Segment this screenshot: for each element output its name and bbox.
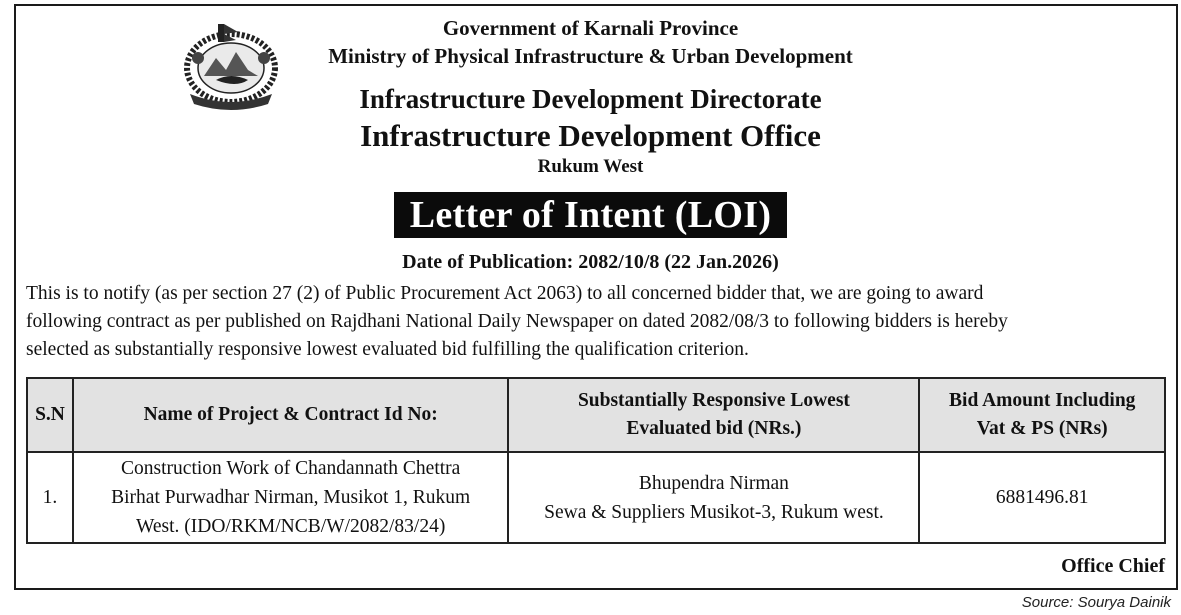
- cell-project: [73, 452, 508, 543]
- header-amount: [919, 378, 1165, 452]
- directorate-name: Infrastructure Development Directorate: [359, 84, 822, 114]
- header-amount-line: Vat & PS (NRs): [976, 418, 1108, 439]
- cell-bidder-line: Sewa & Suppliers Musikot-3, Rukum west.: [544, 501, 884, 523]
- source-credit: Source: Sourya Dainik: [1021, 594, 1171, 611]
- cell-sn: 1.: [27, 452, 73, 543]
- contract-table: [26, 377, 1166, 544]
- publication-date: Date of Publication: 2082/10/8 (22 Jan.2026): [402, 251, 779, 273]
- title-banner: [0, 192, 1181, 238]
- cell-project-line: Birhat Purwadhar Nirman, Musikot 1, Rukum: [111, 487, 471, 508]
- notice-body: [26, 280, 1171, 364]
- government-name: Government of Karnali Province: [442, 16, 739, 40]
- header-project: Name of Project & Contract Id No:: [73, 378, 508, 452]
- header-amount-line: Bid Amount Including: [949, 390, 1136, 411]
- ministry-name: Ministry of Physical Infrastructure & Urban Development: [328, 44, 853, 68]
- cell-project-line: Construction Work of Chandannath Chettra: [121, 458, 461, 479]
- notice-body-line: selected as substantially responsive lowest evaluated bid fulfilling the qualification criterion.: [26, 339, 749, 360]
- cell-bidder-line: Bhupendra Nirman: [638, 472, 789, 494]
- cell-bidder: [508, 452, 919, 543]
- header-bidder-line: Evaluated bid (NRs.): [626, 418, 802, 439]
- cell-project-line: West. (IDO/RKM/NCB/W/2082/83/24): [136, 516, 446, 537]
- signatory: Office Chief: [1061, 555, 1165, 577]
- office-location: Rukum West: [537, 156, 644, 177]
- office-name: Infrastructure Development Office: [360, 118, 821, 153]
- table-row: [27, 452, 1165, 543]
- notice-body-line: This is to notify (as per section 27 (2) of Public Procurement Act 2063) to all concerned bidder that, we are going to award: [26, 283, 984, 304]
- notice-title: Letter of Intent (LOI): [394, 192, 788, 238]
- cell-amount: 6881496.81: [919, 452, 1165, 543]
- table-header-row: [27, 378, 1165, 452]
- header-bidder-line: Substantially Responsive Lowest: [577, 390, 850, 411]
- header-bidder: [508, 378, 919, 452]
- notice-body-line: following contract as per published on Rajdhani National Daily Newspaper on dated 2082/08/3 to following bidders is hereby: [26, 311, 1008, 332]
- header-sn: S.N: [27, 378, 73, 452]
